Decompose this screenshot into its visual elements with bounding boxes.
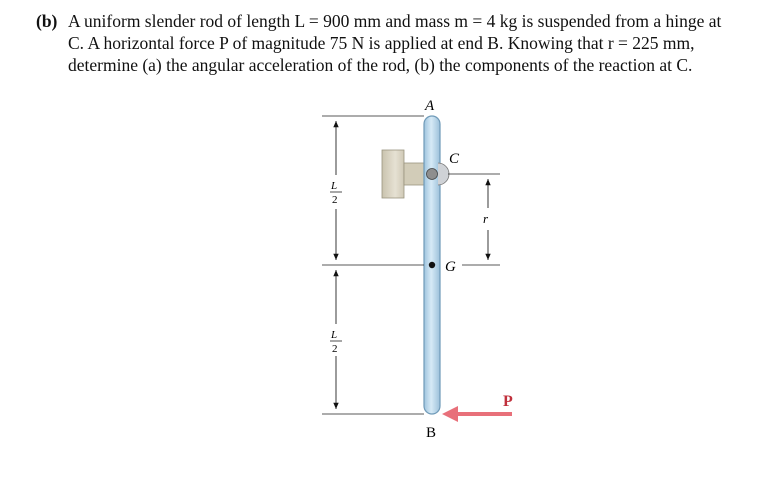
problem-tag: (b) xyxy=(36,11,58,31)
hinge-pin xyxy=(427,169,438,180)
label-a: A xyxy=(425,98,435,114)
problem-line-1: A uniform slender rod of length L = 900 mm and mass m = 4 kg is suspended from a hinge at xyxy=(68,11,722,31)
support-bracket xyxy=(404,163,426,185)
hinge-bracket xyxy=(438,163,449,185)
wall-support xyxy=(382,150,404,198)
half-l-upper-numerator: L xyxy=(331,180,338,192)
problem-line-2: C. A horizontal force P of magnitude 75 N is applied at end B. Knowing that r = 225 mm, xyxy=(68,33,695,53)
label-c: C xyxy=(449,151,460,167)
center-of-mass-dot xyxy=(429,262,435,268)
label-p: P xyxy=(503,393,513,410)
half-l-lower-numerator: L xyxy=(331,329,338,341)
label-b: B xyxy=(426,425,437,441)
half-l-lower-denominator: 2 xyxy=(332,343,338,355)
half-l-upper-denominator: 2 xyxy=(332,194,338,206)
label-g: G xyxy=(445,259,456,275)
problem-line-3: determine (a) the angular acceleration of the rod, (b) the components of the reaction at C. xyxy=(68,55,693,75)
force-p-arrowhead xyxy=(442,406,458,422)
label-r: r xyxy=(483,211,489,226)
